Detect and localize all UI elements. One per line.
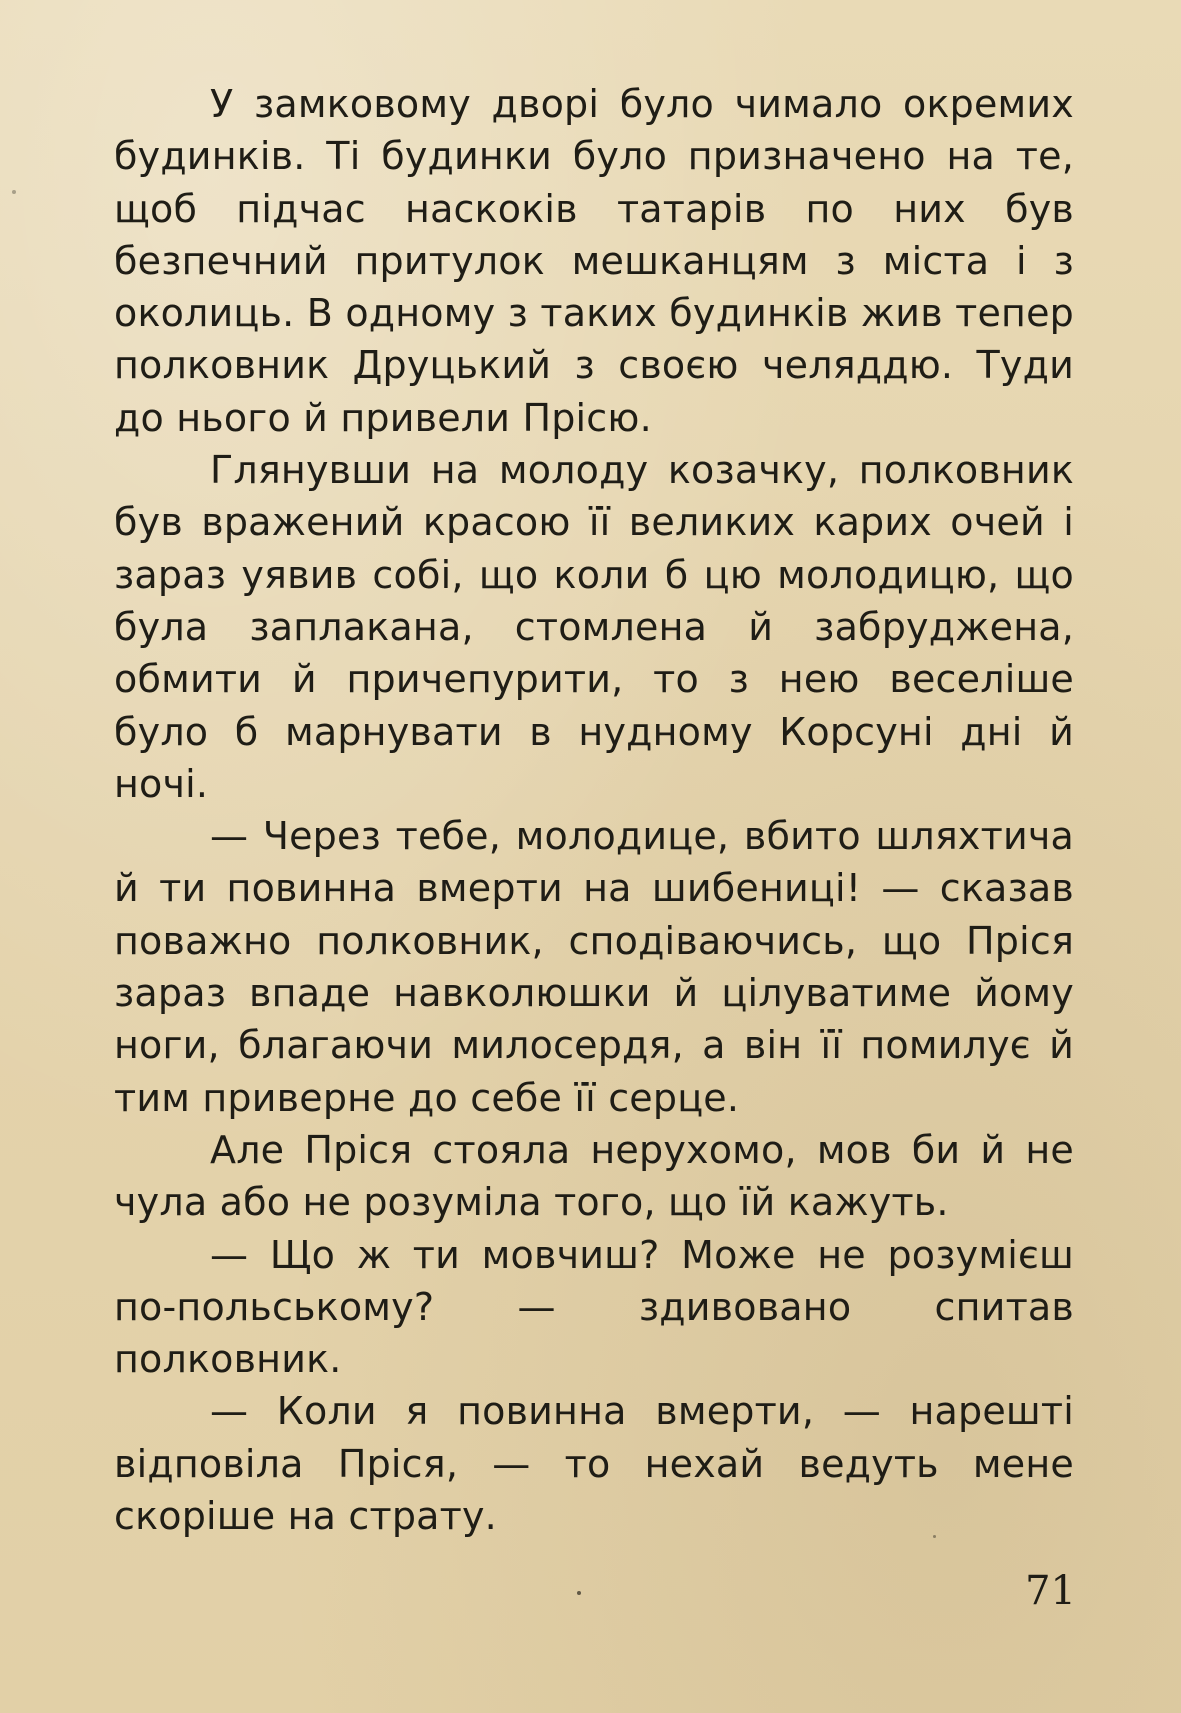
paragraph: Але Пріся стояла нерухомо, мов би й не чула або не розуміла того, що їй кажуть. <box>114 1127 1074 1225</box>
print-speck <box>12 190 16 194</box>
paragraph: — Через тебе, молодице, вбито шляхтича й ти повинна вмерти на шибениці! — сказав поважно полковник, сподіваючись, що Пріся зараз впаде навколюшки й цілуватиме йому ноги, благаючи милосердя, а він її помилує й тим приверне до себе її серце. <box>114 814 1074 1120</box>
paragraph: У замковому дворі було чимало окремих будинків. Ті будинки було призначено на те, щоб підчас наскоків татарів по них був безпечний притулок мешканцям з міста і з околиць. В одному з таких будинків жив тепер полковник Друцький з своєю челяддю. Туди до нього й привели Прісю. <box>114 82 1074 440</box>
print-speck <box>933 1535 936 1538</box>
paragraph: — Що ж ти мовчиш? Може не розумієш по-польському? — здивовано спитав полковник. <box>114 1232 1074 1382</box>
paragraph: Глянувши на молоду козачку, полковник був вражений красою її великих карих очей і зараз уявив собі, що коли б цю молодицю, що була заплакана, стомлена й забруджена, обмити й причепурити, то з нею веселіше було б марнувати в нудному Корсуні дні й ночі. <box>114 448 1074 806</box>
page-number: 71 <box>1025 1568 1076 1614</box>
print-speck <box>577 1591 581 1595</box>
body-text <box>114 78 1074 1542</box>
paragraph: — Коли я повинна вмерти, — нарешті відповіла Пріся, — то нехай ведуть мене скоріше на страту. <box>114 1389 1074 1539</box>
